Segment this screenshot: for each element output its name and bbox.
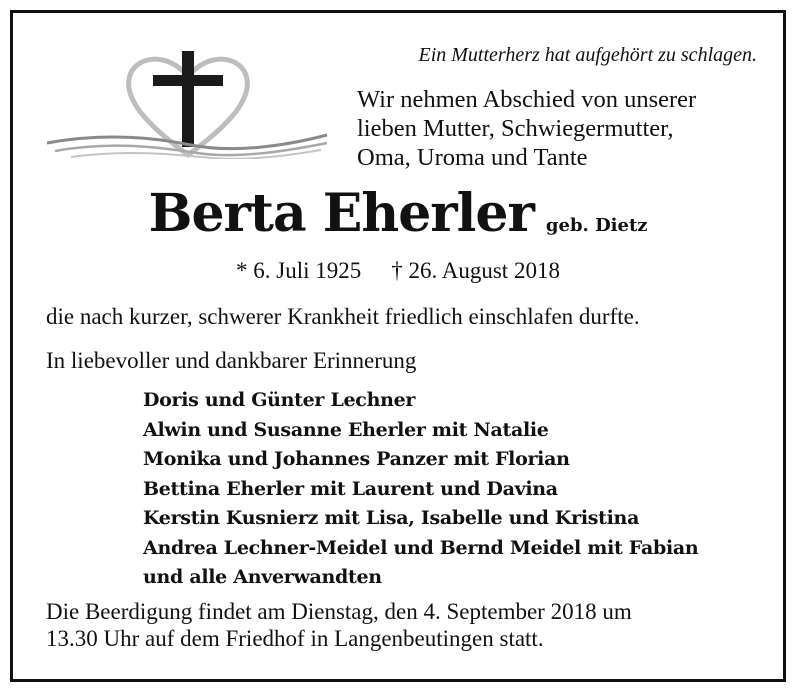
funeral-line: 13.30 Uhr auf dem Friedhof in Langenbeutingen statt. (46, 626, 544, 651)
mourner-line: Andrea Lechner-Meidel und Bernd Meidel mit Fabian (143, 536, 699, 559)
mourner-line: Kerstin Kusnierz mit Lisa, Isabelle und Kristina (143, 507, 640, 529)
death-date: † 26. August 2018 (391, 258, 560, 283)
birth-name: geb. Dietz (545, 215, 648, 236)
heart-cross-icon (41, 37, 333, 159)
intro-line: Wir nehmen Abschied von unserer (357, 86, 697, 113)
intro-text (357, 85, 757, 172)
deceased-name-row (13, 183, 783, 244)
funeral-line: Die Beerdigung findet am Dienstag, den 4. September 2018 um (46, 599, 632, 624)
mourner-line: Doris und Günter Lechner (143, 389, 416, 411)
life-dates (13, 258, 783, 284)
deceased-name: Berta Eherler (148, 183, 534, 244)
mourner-line: und alle Anverwandten (143, 566, 382, 588)
birth-date: * 6. Juli 1925 (236, 258, 362, 283)
mourner-line: Alwin und Susanne Eherler mit Natalie (143, 418, 549, 441)
motto: Ein Mutterherz hat aufgehört zu schlagen. (418, 44, 757, 66)
funeral-info (46, 598, 776, 652)
mourner-line: Bettina Eherler mit Laurent und Davina (143, 477, 558, 500)
remembrance-text: In liebevoller und dankbarer Erinnerung (46, 348, 417, 373)
intro-line: lieben Mutter, Schwiegermutter, (357, 115, 674, 142)
passing-text: die nach kurzer, schwerer Krankheit friedlich einschlafen durfte. (46, 304, 640, 329)
mourner-line: Monika und Johannes Panzer mit Florian (143, 448, 570, 470)
intro-line: Oma, Uroma und Tante (357, 144, 588, 171)
mourners-list (143, 386, 773, 593)
obituary-notice (10, 10, 786, 682)
